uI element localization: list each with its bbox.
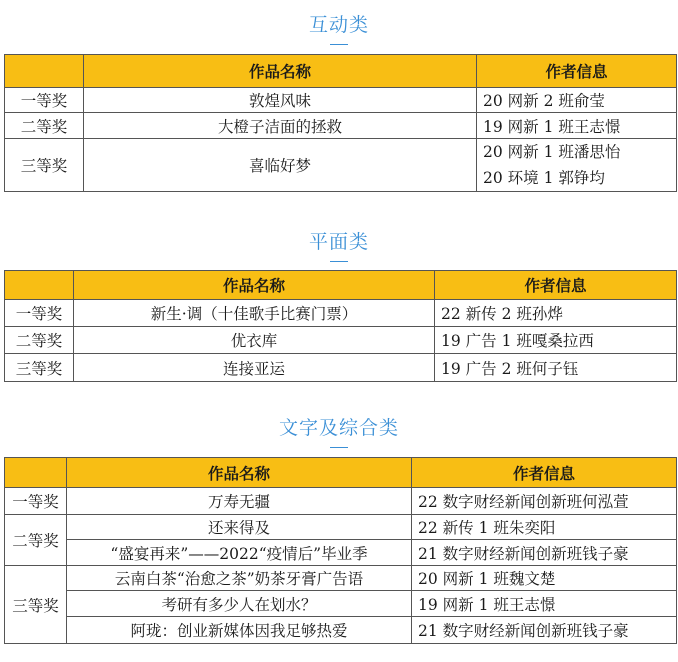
- header-award: [5, 271, 74, 300]
- table-header-row: [5, 271, 677, 300]
- author-cell: 21 数字财经新闻创新班钱子豪: [412, 617, 677, 644]
- table-header-row: [5, 458, 677, 488]
- header-work-name: 作品名称: [67, 458, 412, 488]
- table-row: [5, 327, 677, 354]
- author-cell: [477, 139, 677, 192]
- author-cell: 22 新传 1 班朱奕阳: [412, 515, 677, 540]
- section-title-interactive: 互动类: [308, 14, 369, 36]
- table-row: [5, 540, 677, 566]
- table-row: [5, 139, 677, 192]
- section-title-underline: [330, 447, 348, 448]
- author-cell: 19 网新 1 班王志憬: [477, 113, 677, 139]
- section-title-graphic: 平面类: [308, 231, 369, 253]
- work-cell: 敦煌风味: [84, 88, 477, 113]
- author-cell: 20 网新 1 班魏文楚: [412, 566, 677, 591]
- header-author-info: 作者信息: [435, 271, 677, 300]
- section-title-text-comprehensive: 文字及综合类: [278, 417, 399, 439]
- author-cell: 22 数字财经新闻创新班何泓萱: [412, 488, 677, 515]
- awards-table-text-comprehensive: [4, 457, 677, 644]
- header-work-name: 作品名称: [74, 271, 435, 300]
- section-title-underline: [330, 44, 348, 45]
- work-cell: 还来得及: [67, 515, 412, 540]
- award-cell: 一等奖: [5, 88, 84, 113]
- work-cell: “盛宴再来”——2022“疫情后”毕业季: [67, 540, 412, 566]
- work-cell: 连接亚运: [74, 354, 435, 382]
- award-cell: 一等奖: [5, 300, 74, 327]
- work-cell: 新生·调（十佳歌手比赛门票）: [74, 300, 435, 327]
- table-row: [5, 113, 677, 139]
- work-cell: 考研有多少人在划水？: [67, 591, 412, 617]
- author-cell: 19 网新 1 班王志憬: [412, 591, 677, 617]
- author-name: 20 环境 1 郭铮均: [483, 169, 605, 187]
- header-award: [5, 55, 84, 88]
- award-cell: 二等奖: [5, 327, 74, 354]
- award-cell: 一等奖: [5, 488, 67, 515]
- table-row: [5, 354, 677, 382]
- author-cell: 21 数字财经新闻创新班钱子豪: [412, 540, 677, 566]
- award-cell: 三等奖: [5, 354, 74, 382]
- section-title-underline: [330, 261, 348, 262]
- header-author-info: 作者信息: [477, 55, 677, 88]
- author-name: 20 网新 1 班潘思怡: [483, 143, 621, 161]
- work-cell: 云南白茶“治愈之茶”奶茶牙膏广告语: [67, 566, 412, 591]
- header-author-info: 作者信息: [412, 458, 677, 488]
- table-header-row: [5, 55, 677, 88]
- header-award: [5, 458, 67, 488]
- author-cell: 19 广告 1 班嘎桑拉西: [435, 327, 677, 354]
- table-row: [5, 88, 677, 113]
- table-row: [5, 591, 677, 617]
- table-row: [5, 617, 677, 644]
- work-cell: 万寿无疆: [67, 488, 412, 515]
- award-cell: 三等奖: [5, 566, 67, 644]
- table-row: [5, 488, 677, 515]
- work-cell: 优衣库: [74, 327, 435, 354]
- table-row: [5, 566, 677, 591]
- work-cell: 阿珑：创业新媒体因我足够热爱: [67, 617, 412, 644]
- awards-table-interactive: [4, 54, 677, 192]
- work-cell: 大橙子洁面的拯救: [84, 113, 477, 139]
- awards-table-graphic: [4, 270, 677, 382]
- author-cell: 22 新传 2 班孙烨: [435, 300, 677, 327]
- award-cell: 三等奖: [5, 139, 84, 192]
- author-cell: 19 广告 2 班何子钰: [435, 354, 677, 382]
- work-cell: 喜临好梦: [84, 139, 477, 192]
- author-cell: 20 网新 2 班俞莹: [477, 88, 677, 113]
- header-work-name: 作品名称: [84, 55, 477, 88]
- award-cell: 二等奖: [5, 113, 84, 139]
- award-cell: 二等奖: [5, 515, 67, 566]
- table-row: [5, 515, 677, 540]
- table-row: [5, 300, 677, 327]
